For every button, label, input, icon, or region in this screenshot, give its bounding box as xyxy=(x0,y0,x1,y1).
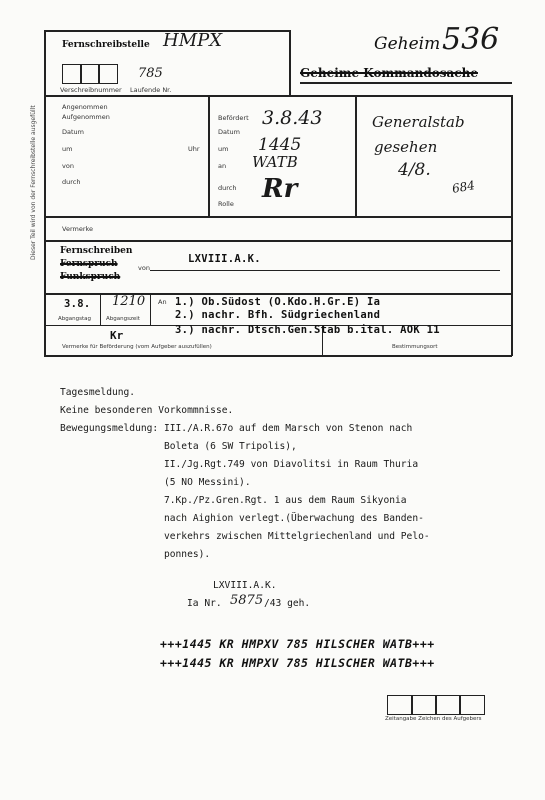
body-line: ponnes). xyxy=(60,549,211,560)
grid-right-edge xyxy=(511,95,513,356)
sender-value: LXVIII.A.K. xyxy=(188,253,261,265)
routing-date: 3.8. xyxy=(64,298,91,310)
routing-time: 1210 xyxy=(112,294,146,309)
abgangszeit-label: Abgangszeit xyxy=(106,316,140,322)
verschreib-box-3 xyxy=(98,64,118,84)
body-line: 7.Kp./Pz.Gren.Rgt. 1 aus dem Raum Sikyonia xyxy=(60,495,407,506)
note-initials: 684 xyxy=(450,178,476,196)
teleprinter-line-1: +++1445 KR HMPXV 785 HILSCHER WATB+++ xyxy=(160,637,435,651)
frame-top-divider xyxy=(289,30,291,96)
note-line-1: Generalstab xyxy=(372,113,465,131)
grid-line-2 xyxy=(44,216,512,218)
footer-box-2 xyxy=(411,695,437,715)
receipt-label-von: von xyxy=(62,162,74,170)
abgangstag-label: Abgangstag xyxy=(58,316,91,322)
von-underline xyxy=(150,270,500,271)
grid-line-1 xyxy=(44,95,512,97)
sent-label-befoerdert: Befördert xyxy=(218,114,249,122)
body-line: nach Aighion verlegt.(Überwachung des Banden- xyxy=(60,513,424,524)
kommandosache-underline xyxy=(300,82,512,84)
recipient-3: 3.) nachr. Dtsch.Gen.Stab b.ital. AOK 11 xyxy=(175,324,440,336)
fernschreiben-label: Fernschreiben xyxy=(60,246,133,256)
reference-suffix: /43 geh. xyxy=(264,598,311,609)
grid-line-3 xyxy=(44,240,512,242)
reference-prefix: Ia Nr. xyxy=(187,598,222,609)
sent-label-an: an xyxy=(218,162,227,170)
body-line: Tagesmeldung. xyxy=(60,387,136,398)
receipt-label-uhr: Uhr xyxy=(188,145,200,153)
an-label: An xyxy=(158,298,167,306)
von-label: von xyxy=(138,264,150,272)
grid-col-a xyxy=(100,293,101,325)
recipient-2: 2.) nachr. Bfh. Südgriechenland xyxy=(175,309,381,321)
geheime-kommandosache: Geheime Kommandosache xyxy=(300,66,478,80)
vermerke-label: Vermerke xyxy=(62,225,94,233)
funkspruch-struck-label: Funkspruch xyxy=(60,272,121,282)
grid-mid-divider-2 xyxy=(355,95,357,217)
recipient-1: 1.) Ob.Südost (O.Kdo.H.Gr.E) Ia xyxy=(175,296,381,308)
note-line-2: gesehen xyxy=(374,138,438,156)
body-line: Bewegungsmeldung: III./A.R.67o auf dem Marsch von Stenon nach xyxy=(60,423,413,434)
receipt-label-aufgenommen: Aufgenommen xyxy=(62,113,110,121)
handwritten-callsign: HMPX xyxy=(163,30,223,51)
sent-durch-value: Rr xyxy=(262,174,298,204)
fernspruch-struck-label: Fernspruch xyxy=(60,259,118,269)
receipt-label-durch: durch xyxy=(62,178,81,186)
verschreib-box-1 xyxy=(62,64,82,84)
teleprinter-line-2: +++1445 KR HMPXV 785 HILSCHER WATB+++ xyxy=(160,656,435,670)
fernschreibstelle-label: Fernschreibstelle xyxy=(62,40,150,50)
bestimmungsort-label: Bestimmungsort xyxy=(392,344,438,350)
signature-unit: LXVIII.A.K. xyxy=(213,580,277,591)
sent-uhr-value: 1445 xyxy=(258,135,302,155)
body-line: (5 NO Messini). xyxy=(60,477,251,488)
geheim-label: Geheim xyxy=(374,34,441,54)
footer-box-1 xyxy=(387,695,413,715)
body-line: verkehrs zwischen Mittelgriechenland und Pelo- xyxy=(60,531,430,542)
document-number: 536 xyxy=(442,22,500,57)
receipt-label-datum: Datum xyxy=(62,128,84,136)
verschreib-box-2 xyxy=(80,64,100,84)
body-line: II./Jg.Rgt.749 von Diavolitsi in Raum Thuria xyxy=(60,459,419,470)
grid-line-bottom xyxy=(44,355,512,357)
sent-label-datum: Datum xyxy=(218,128,240,136)
footer-label: Zeitangabe Zeichen des Aufgebers xyxy=(385,716,482,722)
note-line-3: 4/8. xyxy=(398,160,431,180)
sent-an-value: WATB xyxy=(252,153,298,171)
sent-label-rolle: Rolle xyxy=(218,200,234,208)
verschreibnummer-label: Verschreibnummer xyxy=(60,86,122,94)
frame-left-line xyxy=(44,30,46,356)
grid-col-b xyxy=(150,293,151,325)
sent-datum-value: 3.8.43 xyxy=(262,107,323,129)
footer-box-4 xyxy=(459,695,485,715)
footer-box-3 xyxy=(435,695,461,715)
receipt-label-angenommen: Angenommen xyxy=(62,103,108,111)
sent-label-um: um xyxy=(218,145,229,153)
priority-value: Kr xyxy=(110,329,124,342)
laufende-nr-label: Laufende Nr. xyxy=(130,86,172,94)
priority-label: Vermerke für Beförderung (vom Aufgeber auszufüllen) xyxy=(62,344,212,350)
grid-mid-divider xyxy=(208,95,210,217)
side-note: Dieser Teil wird von der Fernschreibstelle ausgefüllt xyxy=(30,105,37,260)
body-line: Keine besonderen Vorkommnisse. xyxy=(60,405,234,416)
laufende-nr-value: 785 xyxy=(138,66,163,81)
sent-label-durch: durch xyxy=(218,184,237,192)
reference-number: 5875 xyxy=(230,593,264,608)
receipt-label-um: um xyxy=(62,145,73,153)
body-line: Boleta (6 SW Tripolis), xyxy=(60,441,297,452)
